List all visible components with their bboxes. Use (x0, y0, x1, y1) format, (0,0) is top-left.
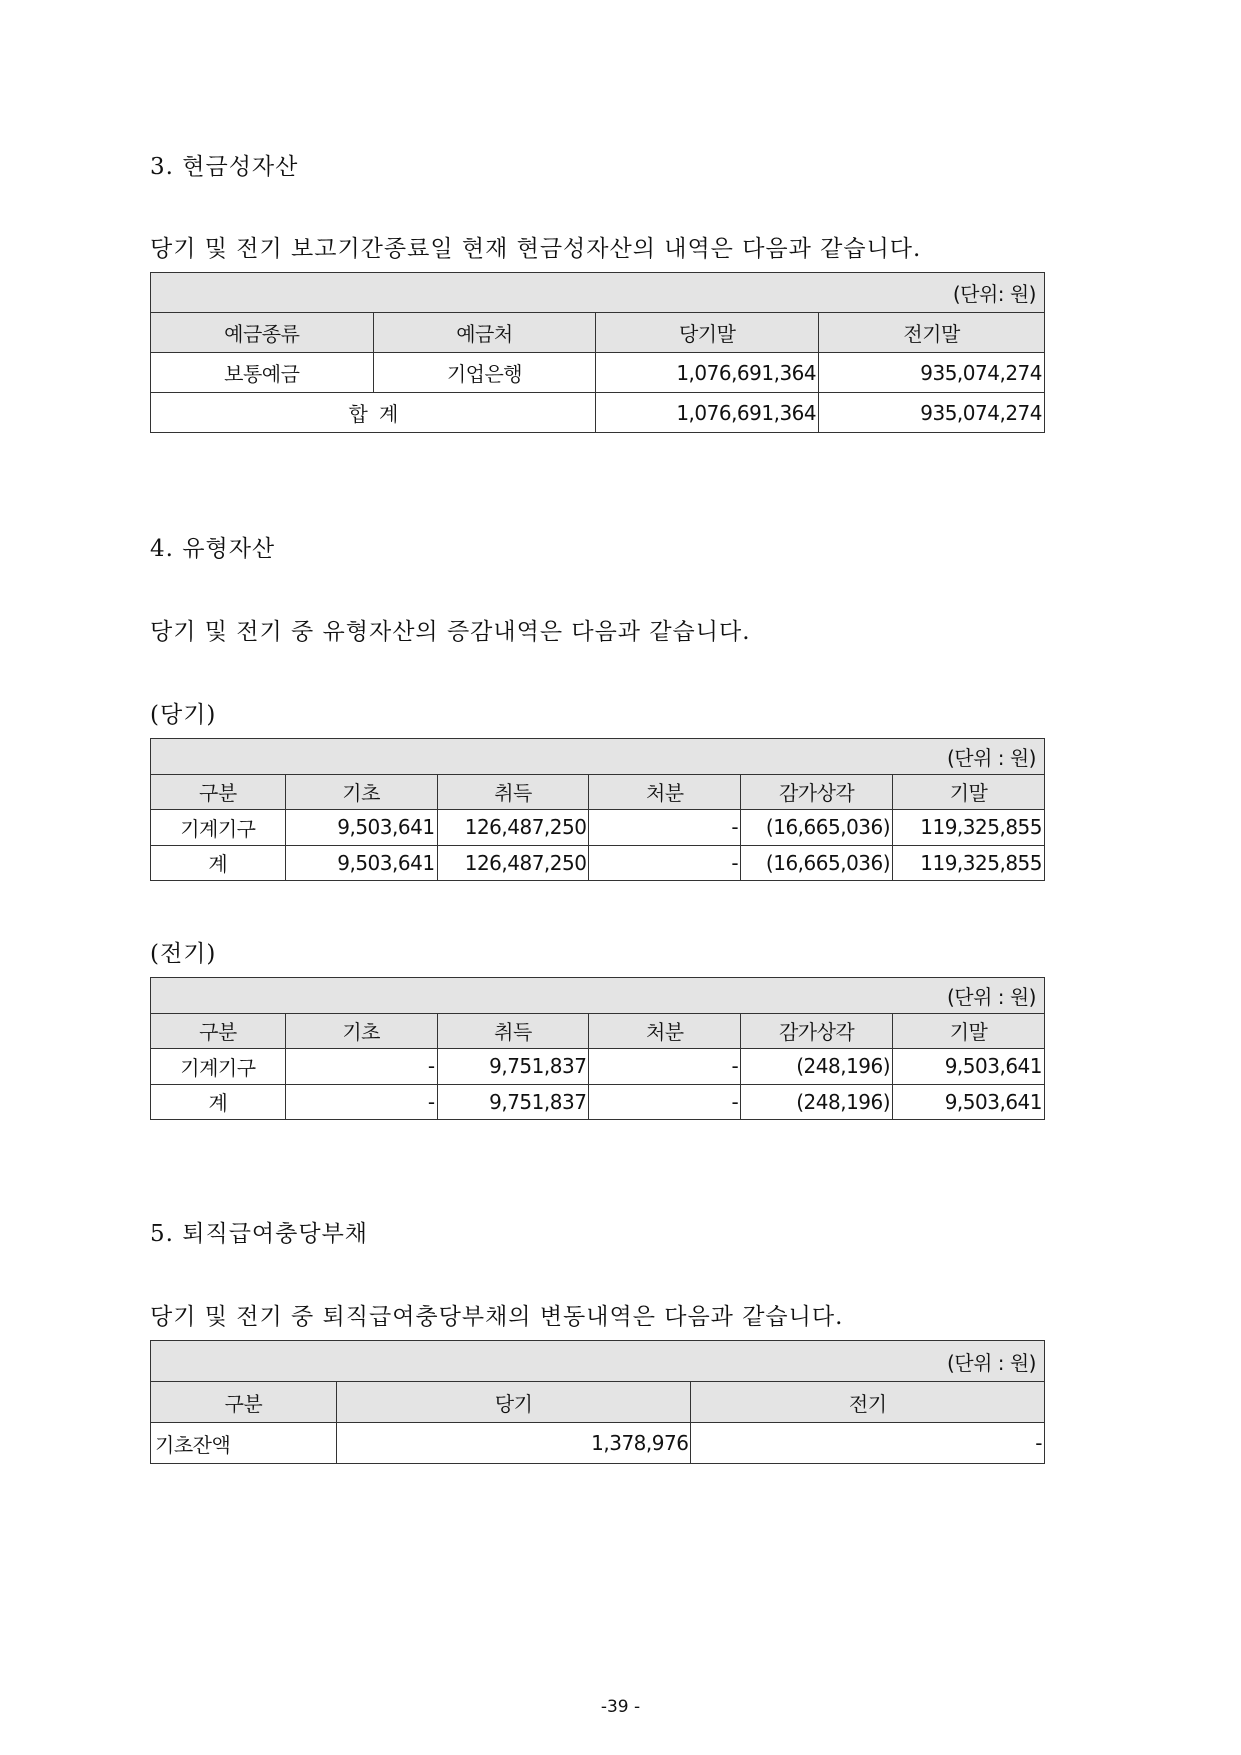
cell: 9,503,641 (893, 1084, 1045, 1120)
cell: 1,076,691,364 (596, 393, 819, 433)
header-cell: 기말 (893, 774, 1045, 810)
cell: 126,487,250 (437, 810, 589, 846)
current-period-label: (당기) (150, 702, 217, 728)
table-row (151, 353, 1045, 393)
table-header-row (151, 1382, 1045, 1423)
cell: - (285, 1084, 437, 1120)
cell: 계 (151, 845, 286, 881)
cell: 9,751,837 (437, 1049, 589, 1085)
section5-intro: 당기 및 전기 중 퇴직급여충당부채의 변동내역은 다음과 같습니다. (150, 1304, 844, 1330)
header-cell: 기초 (285, 1013, 437, 1049)
unit-label: (단위 : 원) (151, 1341, 1045, 1382)
cell: - (691, 1423, 1045, 1464)
table-header-row (151, 1013, 1045, 1049)
table-row (151, 1049, 1045, 1085)
section3-intro: 당기 및 전기 보고기간종료일 현재 현금성자산의 내역은 다음과 같습니다. (150, 236, 922, 262)
cell: 기계기구 (151, 810, 286, 846)
cell: - (589, 810, 741, 846)
header-cell: 구분 (151, 1382, 337, 1423)
cell: 1,378,976 (336, 1423, 691, 1464)
cash-equivalents-table (150, 272, 1045, 433)
header-cell: 처분 (589, 1013, 741, 1049)
unit-label: (단위: 원) (151, 273, 1045, 313)
table-row (151, 810, 1045, 846)
cell: 기계기구 (151, 1049, 286, 1085)
ppe-prior-table (150, 977, 1045, 1120)
cell: 보통예금 (151, 353, 374, 393)
header-cell: 구분 (151, 1013, 286, 1049)
total-row (151, 393, 1045, 433)
cell: (248,196) (741, 1049, 893, 1085)
section4-intro: 당기 및 전기 중 유형자산의 증감내역은 다음과 같습니다. (150, 619, 751, 645)
header-cell: 취득 (437, 1013, 589, 1049)
section3-heading: 3. 현금성자산 (150, 154, 299, 180)
table-header-row (151, 313, 1045, 353)
page-number: -39 - (600, 1697, 641, 1717)
table-header-row (151, 774, 1045, 810)
cell: (16,665,036) (741, 845, 893, 881)
cell: 935,074,274 (819, 393, 1045, 433)
ppe-current-table (150, 738, 1045, 881)
unit-label: (단위 : 원) (151, 739, 1045, 775)
section5-heading: 5. 퇴직급여충당부채 (150, 1221, 368, 1247)
header-cell: 기초 (285, 774, 437, 810)
header-cell: 취득 (437, 774, 589, 810)
header-cell: 예금종류 (151, 313, 374, 353)
cell: 9,503,641 (893, 1049, 1045, 1085)
section4-heading: 4. 유형자산 (150, 536, 276, 562)
cell: (16,665,036) (741, 810, 893, 846)
cell: 126,487,250 (437, 845, 589, 881)
cell: - (285, 1049, 437, 1085)
header-cell: 당기말 (596, 313, 819, 353)
cell: 9,503,641 (285, 845, 437, 881)
header-cell: 처분 (589, 774, 741, 810)
cell: - (589, 845, 741, 881)
table-row (151, 1084, 1045, 1120)
header-cell: 예금처 (373, 313, 596, 353)
cell: - (589, 1049, 741, 1085)
header-cell: 기말 (893, 1013, 1045, 1049)
cell: 935,074,274 (819, 353, 1045, 393)
cell: 9,503,641 (285, 810, 437, 846)
cell: 기초잔액 (151, 1423, 337, 1464)
header-cell: 당기 (336, 1382, 691, 1423)
header-cell: 구분 (151, 774, 286, 810)
cell: 계 (151, 1084, 286, 1120)
cell: 기업은행 (373, 353, 596, 393)
cell: - (589, 1084, 741, 1120)
header-cell: 감가상각 (741, 774, 893, 810)
table-row (151, 1423, 1045, 1464)
cell: 1,076,691,364 (596, 353, 819, 393)
unit-label: (단위 : 원) (151, 978, 1045, 1014)
table-row (151, 845, 1045, 881)
prior-period-label: (전기) (150, 941, 217, 967)
header-cell: 감가상각 (741, 1013, 893, 1049)
header-cell: 전기 (691, 1382, 1045, 1423)
cell: (248,196) (741, 1084, 893, 1120)
cell: 119,325,855 (893, 810, 1045, 846)
retirement-allowance-table (150, 1340, 1045, 1464)
cell: 9,751,837 (437, 1084, 589, 1120)
total-label: 합 계 (151, 393, 596, 433)
header-cell: 전기말 (819, 313, 1045, 353)
cell: 119,325,855 (893, 845, 1045, 881)
